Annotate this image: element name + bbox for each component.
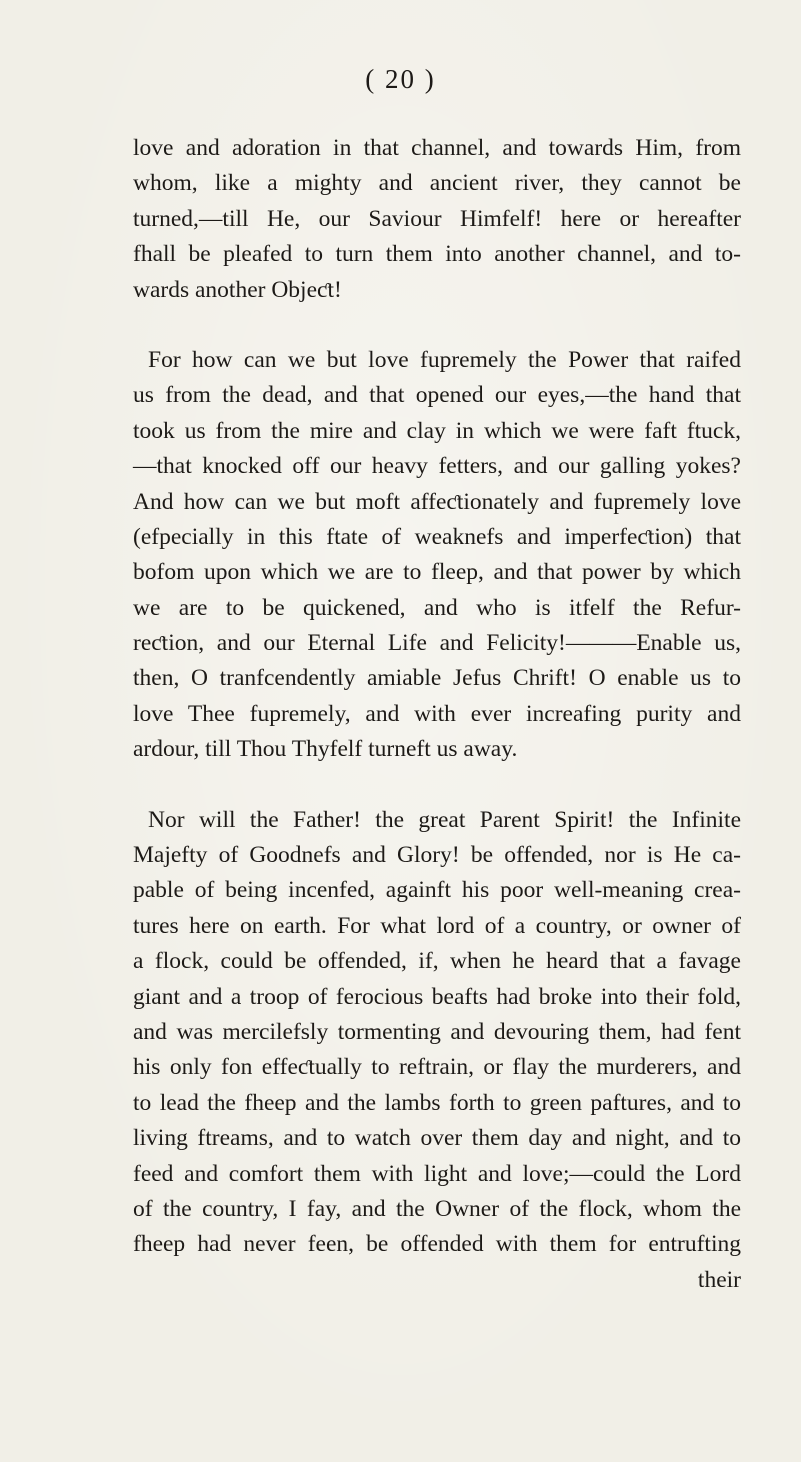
paragraph-2: [133, 343, 741, 768]
text-line: tures here on earth. For what lord of a country, or owner of: [133, 912, 741, 939]
text-line: living ftreams, and to watch over them day and night, and to: [133, 1125, 741, 1152]
text-line: bofom upon which we are to fleep, and that power by which: [133, 559, 741, 586]
paragraph-3: [133, 803, 741, 1263]
text-line: love Thee fupremely, and with ever increafing purity and: [133, 700, 741, 727]
text-line: (efpecially in this ftate of weaknefs and imperfeƈtion) that: [133, 523, 741, 550]
text-line: turned,—till He, our Saviour Himfelf! here or hereafter: [133, 205, 741, 232]
text-line: love and adoration in that channel, and towards Him, from: [133, 135, 741, 161]
text-line: ardour, till Thou Thyfelf turneft us away.: [133, 736, 518, 763]
paragraph-1: [133, 131, 741, 308]
text-line: we are to be quickened, and who is itfelf the Refur-: [133, 594, 741, 621]
text-line: us from the dead, and that opened our eyes,—the hand that: [133, 382, 741, 409]
paragraph-gap: [133, 768, 741, 803]
text-line: Majefty of Goodnefs and Glory! be offended, nor is He ca-: [133, 842, 741, 869]
text-line: fheep had never feen, be offended with them for entrufting: [133, 1231, 741, 1258]
text-line: feed and comfort them with light and love;—could the Lord: [133, 1160, 741, 1187]
catchword: their: [697, 1266, 741, 1293]
text-line: Nor will the Father! the great Parent Spirit! the Infinite: [148, 806, 741, 833]
text-line: of the country, I fay, and the Owner of the flock, whom the: [133, 1195, 741, 1222]
text-line: pable of being incenfed, againft his poor well-meaning crea-: [133, 877, 741, 904]
paragraph-gap: [133, 308, 741, 343]
text-line: his only fon effeƈtually to reftrain, or flay the murderers, and: [133, 1054, 741, 1081]
text-line: And how can we but moft affeƈtionately and fupremely love: [133, 488, 741, 515]
text-line: then, O tranfcendently amiable Jefus Chrift! O enable us to: [133, 665, 741, 692]
text-line: a flock, could be offended, if, when he heard that a favage: [133, 948, 741, 975]
text-line: wards another Objeƈt!: [133, 276, 342, 303]
text-line: giant and a troop of ferocious beafts had broke into their fold,: [133, 983, 741, 1010]
text-line: —that knocked off our heavy fetters, and our galling yokes?: [133, 453, 741, 480]
text-line: whom, like a mighty and ancient river, they cannot be: [133, 170, 741, 197]
text-line: to lead the fheep and the lambs forth to green paftures, and to: [133, 1089, 741, 1116]
page-number: ( 20 ): [365, 64, 436, 94]
body-text: [133, 131, 741, 1298]
text-line: For how can we but love fupremely the Power that raifed: [148, 346, 741, 373]
text-line: fhall be pleafed to turn them into another channel, and to-: [133, 241, 741, 268]
text-line: took us from the mire and clay in which we were faft ftuck,: [133, 417, 741, 444]
text-line: and was mercilefsly tormenting and devouring them, had fent: [133, 1018, 741, 1045]
text-line: reƈtion, and our Eternal Life and Felicity!———Enable us,: [133, 630, 741, 657]
